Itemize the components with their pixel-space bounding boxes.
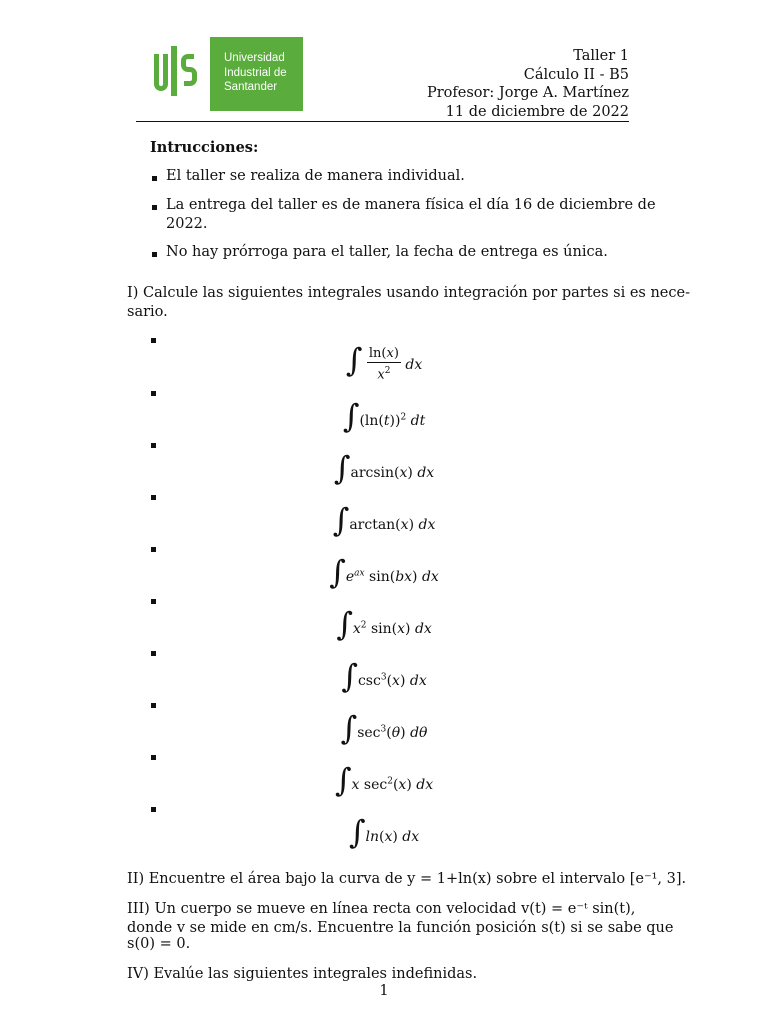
section-3-prompt-continuation: donde v se mide en cm/s. Encuentre la función posición s(t) si se sabe que bbox=[127, 920, 674, 936]
bullet-icon bbox=[151, 547, 156, 552]
instructions-heading: Intrucciones: bbox=[150, 139, 259, 156]
section-3-prompt: III) Un cuerpo se mueve en línea recta con velocidad v(t) = e⁻ᵗ sin(t), bbox=[127, 901, 636, 917]
bullet-icon bbox=[152, 205, 157, 210]
integral-10: ∫ln(x) dx bbox=[348, 813, 420, 851]
integral-4: ∫arctan(x) dx bbox=[332, 501, 436, 539]
bullet-icon bbox=[151, 651, 156, 656]
bullet-icon bbox=[151, 807, 156, 812]
integral-9: ∫x $\sec^2(x)$ dx bbox=[334, 761, 434, 799]
taller-title: Taller 1 bbox=[573, 48, 629, 64]
bullet-icon bbox=[151, 755, 156, 760]
document-date: 11 de diciembre de 2022 bbox=[445, 103, 629, 120]
integral-8: $\int\sec^3(\theta)$ dθ bbox=[340, 709, 428, 747]
section-2-prompt: II) Encuentre el área bajo la curva de y = 1+ln(x) sobre el intervalo [e⁻¹, 3]. bbox=[127, 871, 687, 887]
section-4-prompt: IV) Evalúe las siguientes integrales indefinidas. bbox=[127, 966, 478, 982]
bullet-icon bbox=[151, 703, 156, 708]
integral-1: ∫ $\frac{\ln(x)}{x^2}$ dx bbox=[345, 341, 423, 383]
bullet-icon bbox=[152, 252, 157, 257]
instruction-item: La entrega del taller es de manera física el día 16 de diciembre de bbox=[166, 197, 656, 213]
bullet-icon bbox=[151, 391, 156, 396]
integral-7: $\int\csc^3(x)$ dx bbox=[341, 657, 427, 695]
section-1-prompt-continuation: sario. bbox=[127, 304, 168, 320]
logo-line-2: Industrial de bbox=[224, 66, 287, 79]
logo-line-3: Santander bbox=[224, 81, 278, 93]
logo-line-1: Universidad bbox=[224, 52, 285, 64]
document-header bbox=[427, 47, 629, 121]
integral-2: $\int(\ln(t))^2$ dt bbox=[342, 397, 426, 435]
university-logo bbox=[136, 37, 303, 111]
instruction-item: El taller se realiza de manera individual. bbox=[166, 168, 465, 184]
bullet-icon bbox=[151, 443, 156, 448]
professor-name: Profesor: Jorge A. Martínez bbox=[426, 85, 629, 101]
header-divider bbox=[136, 121, 629, 122]
course-name: Cálculo II - B5 bbox=[523, 66, 629, 83]
bullet-icon bbox=[151, 599, 156, 604]
bullet-icon bbox=[152, 176, 157, 181]
instruction-item: No hay prórroga para el taller, la fecha de entrega es única. bbox=[166, 244, 608, 260]
integral-3: ∫arcsin(x) dx bbox=[333, 449, 435, 487]
integral-6: $\int x^2$ sin(x) dx bbox=[336, 605, 432, 643]
section-1-prompt: I) Calcule las siguientes integrales usando integración por partes si es nece- bbox=[127, 285, 690, 301]
logo-text bbox=[224, 51, 287, 95]
page-number: 1 bbox=[379, 983, 389, 999]
integral-5: $\int e^{ax}$ sin(bx) dx bbox=[329, 553, 439, 591]
instruction-item-continuation: 2022. bbox=[166, 216, 208, 232]
section-3-prompt-continuation: s(0) = 0. bbox=[127, 936, 191, 952]
bullet-icon bbox=[151, 495, 156, 500]
